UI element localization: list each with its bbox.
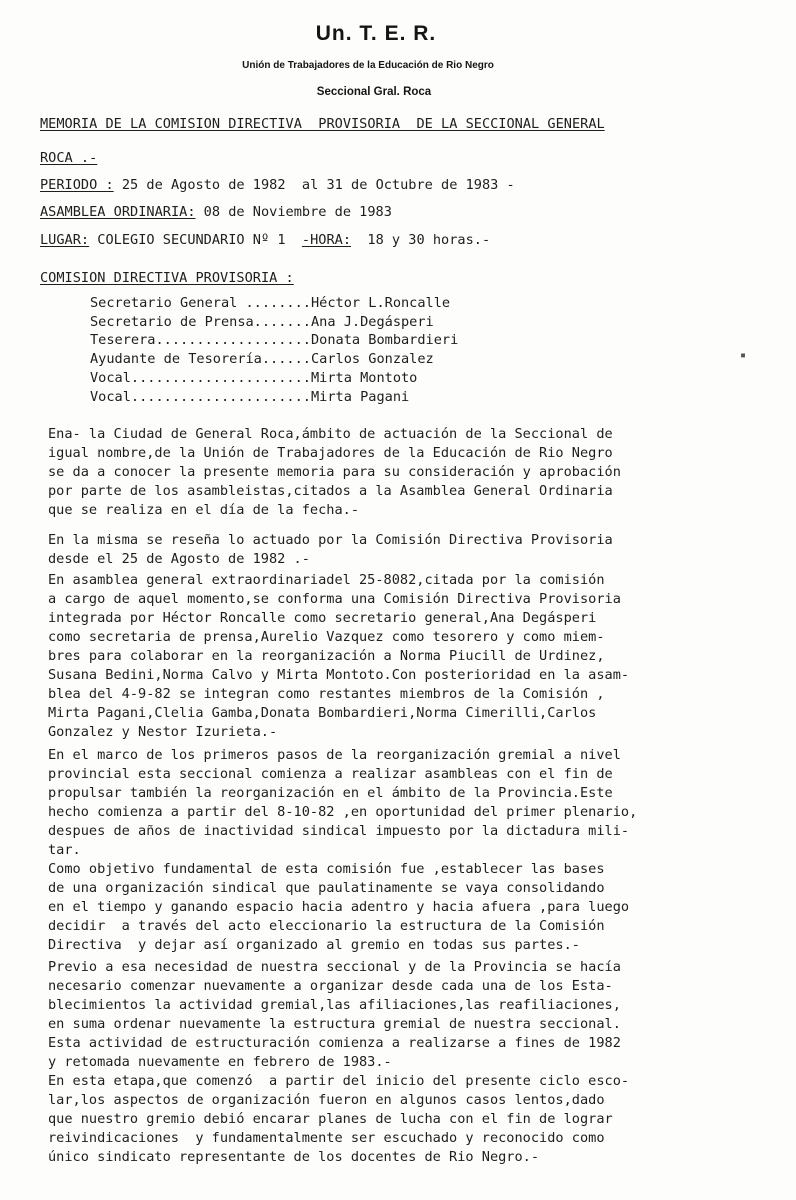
- paragraph-line: en el tiempo y ganando espacio hacia adentro y hacia afuera ,para luego: [48, 899, 630, 915]
- paragraph-line: decidir a través del acto eleccionario la estructura de la Comisión: [48, 918, 605, 934]
- comision-heading: COMISION DIRECTIVA PROVISORIA :: [40, 270, 294, 286]
- paragraph-line: despues de años de inactividad sindical impuesto por la dictadura mili-: [48, 823, 630, 839]
- paragraph-line: bres para colaborar en la reorganización a Norma Piucill de Urdinez,: [48, 648, 605, 664]
- paragraph-line: Esta actividad de estructuración comienza a realizarse a fines de 1982: [48, 1035, 621, 1051]
- paragraph-4: [48, 746, 637, 955]
- lugar-value: COLEGIO SECUNDARIO Nº 1: [89, 232, 302, 248]
- paragraph-line: provincial esta seccional comienza a realizar asambleas con el fin de: [48, 766, 613, 782]
- margin-mark: ▪: [740, 350, 747, 361]
- hora-value: 18 y 30 horas.-: [351, 232, 491, 248]
- paragraph-line: Previo a esa necesidad de nuestra seccional y de la Provincia se hacía: [48, 959, 621, 975]
- lugar-label: LUGAR:: [40, 232, 90, 248]
- comision-members-list: [90, 294, 458, 406]
- paragraph-line: lar,los aspectos de organización fueron en algunos casos lentos,dado: [48, 1092, 605, 1108]
- paragraph-line: En asamblea general extraordinariadel 25-8082,citada por la comisión: [48, 572, 605, 588]
- paragraph-line: como secretaria de prensa,Aurelio Vazquez como tesorero y como miem-: [48, 629, 605, 645]
- asamblea-line: [40, 204, 392, 221]
- paragraph-1: [48, 425, 621, 520]
- paragraph-line: blecimientos la actividad gremial,las afiliaciones,las reafiliaciones,: [48, 997, 621, 1013]
- paragraph-line: que nuestro gremio debió encarar planes de lucha con el fin de lograr: [48, 1111, 613, 1127]
- hora-label: -HORA:: [301, 232, 352, 248]
- paragraph-line: integrada por Héctor Roncalle como secretario general,Ana Degásperi: [48, 610, 597, 626]
- seccional-name: Seccional Gral. Roca: [316, 86, 432, 98]
- paragraph-line: Directiva y dejar así organizado al gremio en todas sus partes.-: [48, 937, 580, 953]
- paragraph-line: único sindicato representante de los docentes de Rio Negro.-: [48, 1149, 540, 1165]
- paragraph-line: Ena- la Ciudad de General Roca,ámbito de actuación de la Seccional de: [48, 426, 613, 442]
- paragraph-line: y retomada nuevamente en febrero de 1983.-: [48, 1054, 392, 1070]
- periodo-value: 25 de Agosto de 1982 al 31 de Octubre de 1983 -: [113, 177, 515, 193]
- paragraph-line: que se realiza en el día de la fecha.-: [48, 502, 359, 518]
- paragraph-line: en suma ordenar nuevamente la estructura gremial de nuestra seccional.: [48, 1016, 621, 1032]
- paragraph-5: [48, 958, 629, 1167]
- paragraph-line: por parte de los asambleistas,citados a la Asamblea General Ordinaria: [48, 483, 613, 499]
- member-item: Secretario de Prensa.......Ana J.Degásperi: [90, 313, 434, 330]
- paragraph-line: Mirta Pagani,Clelia Gamba,Donata Bombardieri,Norma Cimerilli,Carlos: [48, 705, 597, 721]
- paragraph-line: En esta etapa,que comenzó a partir del inicio del presente ciclo esco-: [48, 1073, 630, 1089]
- paragraph-line: blea del 4-9-82 se integran como restantes miembros de la Comisión ,: [48, 686, 605, 702]
- paragraph-line: se da a conocer la presente memoria para su consideración y aprobación: [48, 464, 621, 480]
- periodo-label: PERIODO :: [40, 177, 114, 193]
- lugar-line: [40, 232, 490, 249]
- paragraph-line: necesario comenzar nuevamente a organizar desde cada una de los Esta-: [48, 978, 613, 994]
- paragraph-line: de una organización sindical que paulatinamente se vaya consolidando: [48, 880, 605, 896]
- asamblea-value: 08 de Noviembre de 1983: [195, 204, 392, 220]
- paragraph-line: tar.: [48, 842, 81, 858]
- paragraph-2: [48, 531, 613, 569]
- paragraph-line: desde el 25 de Agosto de 1982 .-: [48, 551, 310, 567]
- paragraph-line: igual nombre,de la Unión de Trabajadores de la Educación de Rio Negro: [48, 445, 613, 461]
- member-item: Secretario General ........Héctor L.Roncalle: [90, 295, 451, 311]
- document-title-line-2: ROCA .-: [40, 150, 98, 166]
- paragraph-line: reivindicaciones y fundamentalmente ser escuchado y reconocido como: [48, 1130, 605, 1146]
- member-item: Ayudante de Tesorería......Carlos Gonzalez: [90, 351, 434, 368]
- asamblea-label: ASAMBLEA ORDINARIA:: [40, 204, 196, 220]
- member-item: Vocal......................Mirta Pagani: [90, 388, 410, 405]
- paragraph-line: hecho comienza a partir del 8-10-82 ,en oportunidad del primer plenario,: [48, 804, 638, 820]
- paragraph-3: [48, 571, 629, 742]
- paragraph-line: En el marco de los primeros pasos de la reorganización gremial a nivel: [48, 747, 621, 763]
- paragraph-line: Como objetivo fundamental de esta comisión fue ,establecer las bases: [48, 861, 605, 877]
- paragraph-line: Gonzalez y Nestor Izurieta.-: [48, 724, 278, 740]
- member-item: Vocal......................Mirta Montoto: [90, 369, 418, 386]
- document-title-line-1: MEMORIA DE LA COMISION DIRECTIVA PROVISORIA DE LA SECCIONAL GENERAL: [40, 116, 605, 132]
- paragraph-line: Susana Bedini,Norma Calvo y Mirta Montoto.Con posterioridad en la asam-: [48, 667, 630, 683]
- organization-full-name: Unión de Trabajadores de la Educación de Rio Negro: [242, 60, 494, 71]
- organization-acronym: Un. T. E. R.: [315, 22, 437, 45]
- paragraph-line: propulsar también la reorganización en el ámbito de la Provincia.Este: [48, 785, 613, 801]
- paragraph-line: a cargo de aquel momento,se conforma una Comisión Directiva Provisoria: [48, 591, 621, 607]
- periodo-line: [40, 177, 515, 194]
- member-item: Teserera...................Donata Bombardieri: [90, 332, 459, 349]
- paragraph-line: En la misma se reseña lo actuado por la Comisión Directiva Provisoria: [48, 532, 613, 548]
